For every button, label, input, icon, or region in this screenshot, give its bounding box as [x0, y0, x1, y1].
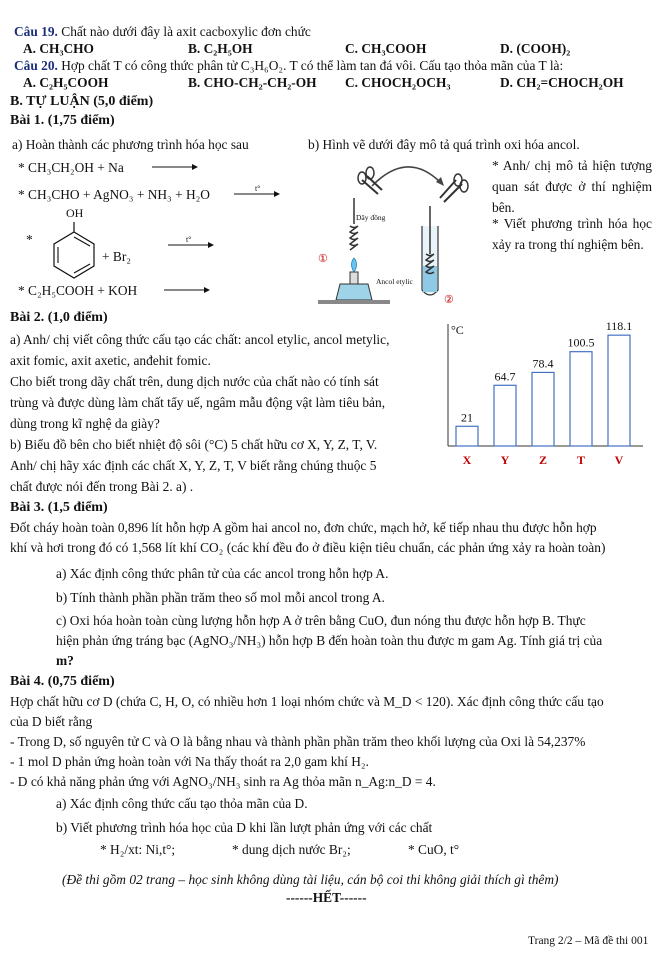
bai1-question-1: * Anh/ chị mô tả hiện tượng quan sát được ở thí nghiệm bên.	[492, 158, 652, 215]
experiment-figure	[312, 158, 492, 308]
label-copper-wire: Dây đồng	[356, 213, 386, 222]
chart-bar-y	[494, 385, 516, 446]
chart-category-label: Z	[538, 453, 548, 467]
equation-4: * C₂H₅COOH + KOH	[18, 283, 138, 298]
bai4-reagent-2: * dung dịch nước Br₂;	[232, 842, 351, 857]
question-number: Câu 19.	[14, 24, 58, 39]
q19-option-c: C. CH₃COOH	[345, 41, 427, 56]
bai2-line-2: axit fomic, axit axetic, anđehit fomic.	[10, 353, 211, 368]
q19-option-b: B. C₂H₅OH	[188, 41, 253, 56]
bai2-line-5: dùng trong kĩ nghệ da giày?	[10, 416, 160, 431]
q19-option-d: D. (COOH)₂	[500, 41, 571, 56]
bai4-condition-1: - Trong D, số nguyên tử C và O là bằng nhau và thành phần phần trăm theo khối lượng của Oxi là 54,237%	[10, 734, 586, 749]
bai3-part-c-3: m?	[56, 653, 74, 668]
chart-y-label: °C	[451, 323, 464, 337]
bai3-intro-1: Đốt cháy hoàn toàn 0,896 lít hỗn hợp A gồm hai ancol no, đơn chức, mạch hở, kế tiếp nhau thu được hỗn hợp	[10, 520, 597, 535]
bai1-part-b: b) Hình vẽ dưới đây mô tả quá trình oxi hóa ancol.	[308, 137, 580, 152]
boiling-point-chart	[438, 318, 650, 478]
q20-option-b: B. CHO-CH₂-CH₂-OH	[188, 75, 317, 90]
chart-category-label: X	[462, 453, 472, 467]
bai3-part-b: b) Tính thành phần phần trăm theo số mol mỗi ancol trong A.	[56, 590, 385, 605]
bai2-line-6: b) Biểu đồ bên cho biết nhiệt độ sôi (°C) 5 chất hữu cơ X, Y, Z, T, V.	[10, 437, 378, 452]
equation-3: + Br₂	[102, 249, 131, 264]
bai3-intro-2: khí và hơi trong đó có 1,568 lít khí CO₂ (các khí đều đo ở điều kiện tiêu chuẩn, các phản ứng xảy ra hoàn toàn)	[10, 540, 606, 555]
bai3-title: Bài 3. (1,5 điểm)	[10, 500, 108, 515]
phenol-structure-icon	[44, 220, 106, 284]
q19-option-a: A. CH₃CHO	[23, 41, 94, 56]
end-marker: ------HẾT------	[286, 890, 367, 905]
marker-1: ①	[318, 253, 328, 265]
q20-option-d: D. CH₂=CHOCH₂OH	[500, 75, 624, 90]
bai4-condition-3: - D có khả năng phản ứng với AgNO₃/NH₃ sinh ra Ag thỏa mãn n_Ag:n_D = 4.	[10, 774, 436, 789]
equation-2: * CH₃CHO + AgNO₃ + NH₃ + H₂O	[18, 187, 210, 202]
oh-label: OH	[66, 206, 84, 220]
chart-value-label: 100.5	[567, 335, 595, 350]
arrow-icon	[150, 160, 200, 174]
footer-note: (Đề thi gồm 02 trang – học sinh không dùng tài liệu, cán bộ coi thi không giải thích gì thêm)	[62, 872, 559, 887]
bai2-line-4: trùng và được dùng làm chất tẩy uế, ngâm mẫu động vật làm tiêu bản,	[10, 395, 386, 410]
label-ethanol: Ancol etylic	[376, 277, 413, 286]
bai3-part-c-1: c) Oxi hóa hoàn toàn cùng lượng hỗn hợp A ở trên bằng CuO, đun nóng thu được hỗn hợp B. Thực	[56, 613, 586, 628]
chart-bar-v	[608, 335, 630, 446]
q20-option-c: C. CHOCH₂OCH₃	[345, 75, 451, 90]
chart-value-label: 64.7	[494, 369, 516, 384]
bai1-part-a: a) Hoàn thành các phương trình hóa học sau	[12, 137, 249, 152]
marker-2: ②	[444, 294, 454, 306]
bai1-title: Bài 1. (1,75 điểm)	[10, 113, 115, 128]
arrow-icon	[162, 283, 212, 297]
bai2-title: Bài 2. (1,0 điểm)	[10, 310, 108, 325]
bai4-intro-1: Hợp chất hữu cơ D (chứa C, H, O, có nhiều hơn 1 loại nhóm chức và M_D < 120). Xác định công thức cấu tạo	[10, 694, 604, 709]
question-20	[14, 58, 563, 73]
bai4-part-b: b) Viết phương trình hóa học của D khi lần lượt phản ứng với các chất	[56, 820, 433, 835]
bai3-part-c-2: hiện phản ứng tráng bạc (AgNO₃/NH₃) hỗn hợp B đến hoàn toàn thu được m gam Ag. Tính giá trị của	[56, 633, 603, 648]
q20-option-a: A. C₂H₅COOH	[23, 75, 109, 90]
chart-bar-z	[532, 372, 554, 446]
chart-value-label: 118.1	[605, 319, 633, 334]
bai4-title: Bài 4. (0,75 điểm)	[10, 674, 115, 689]
question-text: Chất nào dưới đây là axit cacboxylic đơn chức	[61, 24, 311, 39]
bai2-line-8: chất được nói đến trong Bài 2. a) .	[10, 479, 194, 494]
arrow-icon	[232, 187, 282, 201]
chart-category-label: T	[576, 453, 586, 467]
arrow-icon	[166, 238, 216, 252]
bai4-condition-2: - 1 mol D phản ứng hoàn toàn với Na thấy thoát ra 2,0 gam khí H₂.	[10, 754, 369, 769]
bai2-line-1: a) Anh/ chị viết công thức cấu tạo các chất: ancol etylic, ancol metylic,	[10, 332, 390, 347]
heat-condition: t°	[186, 235, 192, 244]
chart-category-label: Y	[500, 453, 510, 467]
chart-value-label: 78.4	[532, 356, 554, 371]
bai3-part-a: a) Xác định công thức phân tử của các ancol trong hỗn hợp A.	[56, 566, 389, 581]
bai4-reagent-1: * H₂/xt: Ni,t°;	[100, 842, 176, 857]
page-label: Trang 2/2 – Mã đề thi 001	[528, 935, 649, 947]
chart-value-label: 21	[461, 410, 473, 425]
bai4-part-a: a) Xác định công thức cấu tạo thỏa mãn của D.	[56, 796, 308, 811]
chart-category-label: V	[614, 453, 624, 467]
bai2-line-3: Cho biết trong dãy chất trên, dung dịch nước của chất nào có tính sát	[10, 374, 379, 389]
equation-1: * CH₃CH₂OH + Na	[18, 160, 124, 175]
bai4-reagent-3: * CuO, t°	[408, 842, 460, 857]
part-b-heading: B. TỰ LUẬN (5,0 điểm)	[10, 94, 154, 109]
bai1-question-2: * Viết phương trình hóa học xảy ra trong thí nghiệm bên.	[492, 216, 652, 252]
chart-bar-t	[570, 352, 592, 446]
bai4-intro-2: của D biết rằng	[10, 714, 93, 729]
star-mark: *	[26, 232, 33, 247]
question-text: Hợp chất T có công thức phân tử C₃H₆O₂. T có thể làm tan đá vôi. Cấu tạo thỏa mãn của T là:	[61, 58, 564, 73]
heat-condition: t°	[255, 184, 261, 193]
question-number: Câu 20.	[14, 58, 58, 73]
bai2-line-7: Anh/ chị hãy xác định các chất X, Y, Z, T, V biết rằng chúng thuộc 5	[10, 458, 377, 473]
question-19	[14, 24, 311, 39]
chart-bar-x	[456, 426, 478, 446]
